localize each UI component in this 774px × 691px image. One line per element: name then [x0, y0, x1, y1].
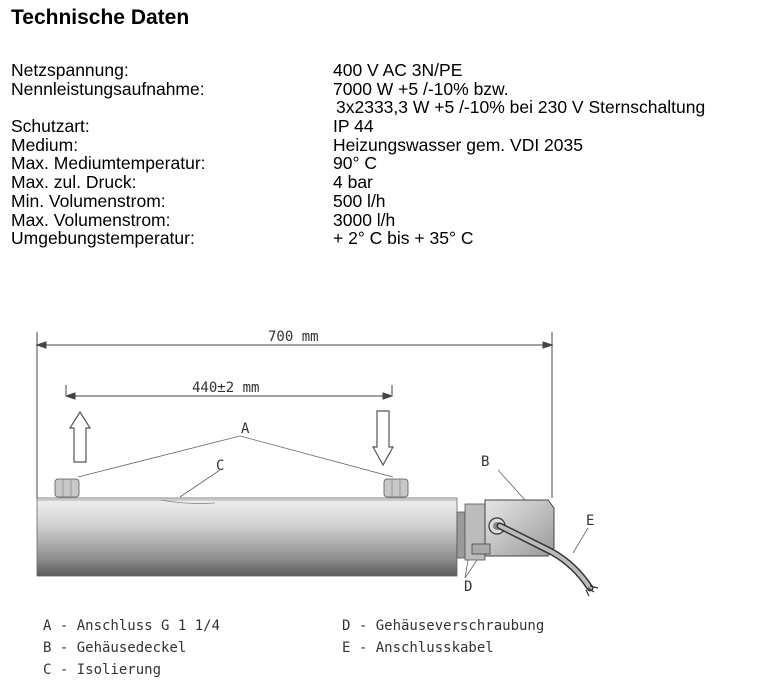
spec-label: Min. Volumenstrom: [11, 190, 166, 211]
spec-label: Medium: [11, 134, 79, 155]
spec-value: 7000 W +5 /-10% bzw. [333, 78, 509, 99]
spec-label: Schutzart: [11, 116, 90, 137]
flow-out-arrow-icon [373, 411, 393, 465]
spec-label: Max. Volumenstrom: [11, 209, 171, 230]
spec-value: 500 l/h [333, 190, 386, 211]
spec-label: Nennleistungsaufnahme: [11, 78, 205, 99]
spec-label: Netzspannung: [11, 60, 129, 80]
spec-value: IP 44 [333, 116, 374, 137]
flange [457, 512, 465, 558]
legend-item-c: C - Isolierung [43, 662, 162, 678]
label-e: E [586, 513, 595, 529]
label-c: C [216, 458, 225, 474]
spec-label: Umgebungstemperatur: [11, 228, 195, 249]
connector-left [55, 479, 79, 497]
label-b: B [481, 454, 490, 470]
spec-value: 90° C [333, 153, 377, 174]
legend-item-e: E - Anschlusskabel [342, 640, 494, 656]
dimension-total-label: 700 mm [268, 329, 319, 345]
spec-label: Max. Mediumtemperatur: [11, 153, 206, 174]
legend-item-d: D - Gehäuseverschraubung [342, 618, 545, 634]
spec-value: 4 bar [333, 172, 373, 193]
heater-body [37, 498, 457, 576]
spec-value: 3x2333,3 W +5 /-10% bei 230 V Sternschaltung [336, 97, 706, 118]
label-a: A [241, 421, 250, 437]
spec-label: Max. zul. Druck: [11, 172, 137, 193]
legend-item-a: A - Anschluss G 1 1/4 [43, 618, 221, 634]
spec-value: + 2° C bis + 35° C [333, 228, 474, 249]
page-title: Technische Daten [11, 6, 190, 29]
legend-item-b: B - Gehäusedeckel [43, 640, 187, 656]
connector-right [384, 479, 408, 497]
spec-value: 400 V AC 3N/PE [333, 60, 463, 80]
spec-value: 3000 l/h [333, 209, 396, 230]
dimension-total [37, 332, 552, 500]
label-d: D [464, 579, 473, 595]
spec-value: Heizungswasser gem. VDI 2035 [333, 134, 583, 155]
dimension-inner-label: 440±2 mm [192, 380, 260, 396]
flow-in-arrow-icon [70, 412, 90, 462]
